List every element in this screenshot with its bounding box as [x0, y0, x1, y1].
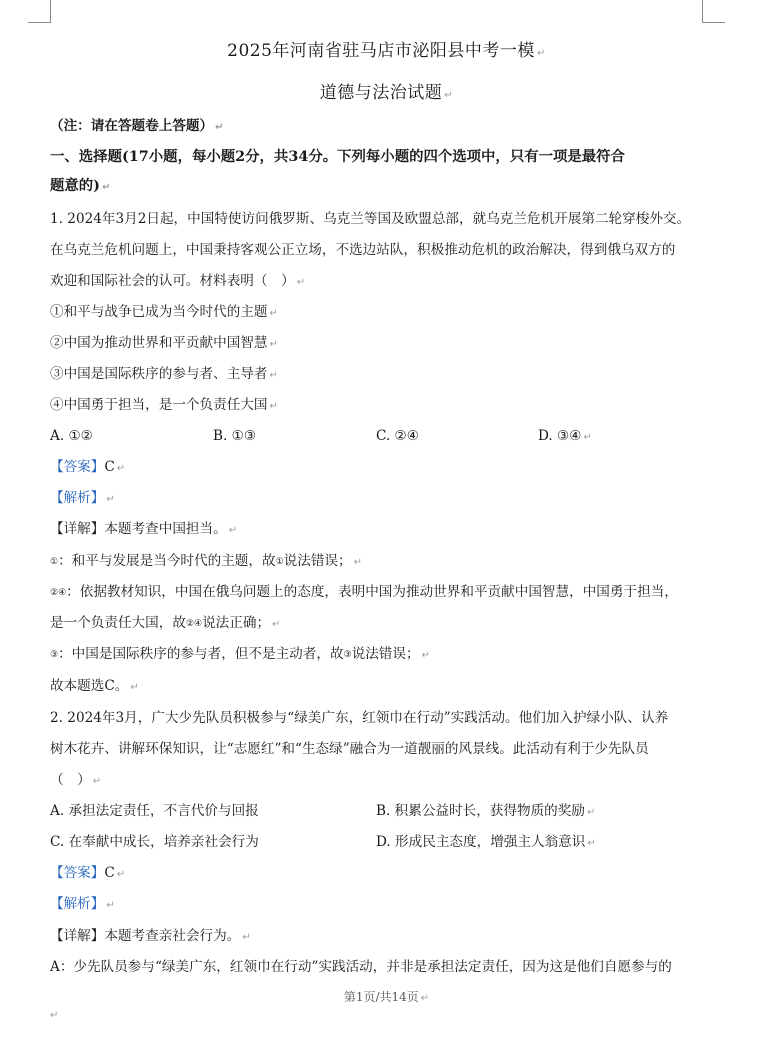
paragraph-mark-icon: ↵: [215, 122, 224, 133]
q1-conclusion: 故本题选C。 ↵: [50, 678, 139, 694]
q1-analysis-label: 【解析】 ↵: [50, 490, 115, 506]
q1-option-c: C. ②④: [376, 428, 419, 444]
q2-stem-line-3: （ ） ↵: [50, 772, 102, 788]
trailing-paragraph: [48, 1004, 58, 1026]
q1-stem-line-2: 在乌克兰危机问题上，中国秉持客观公正立场，不选边站队，积极推动危机的政治解决，得到俄乌双方的: [50, 242, 676, 258]
paragraph-mark-icon: ↵: [242, 932, 251, 943]
q2-stem-line-2: 树木花卉、讲解环保知识，让“志愿红”和“生态绿”融合为一道靓丽的风景线。此活动有利于少先队员: [50, 741, 649, 757]
q2-option-c: C. 在奉献中成长，培养亲社会行为: [50, 834, 259, 850]
q1-explanation-2: ②④：依据教材知识，中国在俄乌问题上的态度，表明中国为推动世界和平贡献中国智慧，中国勇于担当，: [50, 584, 678, 600]
paragraph-mark-icon: ↵: [106, 494, 115, 505]
paragraph-mark-icon: ↵: [586, 807, 596, 818]
q1-explanation-2-cont: 是一个负责任大国，故②④说法正确； ↵: [50, 615, 281, 631]
q2-analysis-label: 【解析】 ↵: [50, 896, 115, 912]
paragraph-mark-icon: ↵: [92, 776, 102, 787]
paragraph-mark-icon: ↵: [296, 277, 306, 288]
paragraph-mark-icon: ↵: [587, 838, 596, 849]
paragraph-mark-icon: ↵: [101, 182, 111, 193]
document-subtitle: 道德与法治试题 ↵: [319, 83, 454, 103]
paragraph-mark-icon: ↵: [583, 432, 592, 443]
q1-statement-1: ①和平与战争已成为当今时代的主题 ↵: [50, 304, 278, 320]
paragraph-mark-icon: ↵: [269, 370, 278, 381]
paragraph-mark-icon: ↵: [353, 557, 363, 568]
q1-stem-line-3: 欢迎和国际社会的认可。材料表明（ ） ↵: [50, 273, 306, 289]
q1-stem-line-1: 1. 2024年3月2日起，中国特使访问俄罗斯、乌克兰等国及欧盟总部，就乌克兰危机开展第二轮穿梭外交。: [50, 211, 691, 227]
q1-statement-4: ④中国勇于担当，是一个负责任大国 ↵: [50, 397, 278, 413]
paragraph-mark-icon: ↵: [272, 619, 281, 630]
q1-statement-3: ③中国是国际秩序的参与者、主导者 ↵: [50, 366, 278, 382]
section-heading-line-1: 一、选择题(17小题，每小题2分，共34分。下列每小题的四个选项中，只有一项是最符合: [50, 148, 625, 165]
corner-crop-mark-top-right: [702, 0, 725, 23]
q1-explanation-1: ①：和平与发展是当今时代的主题，故①说法错误； ↵: [50, 553, 363, 569]
q2-explanation-a: A：少先队员参与“绿美广东，红领巾在行动”实践活动，并非是承担法定责任，因为这是他们自愿参与的: [50, 959, 672, 975]
paragraph-mark-icon: ↵: [269, 308, 278, 319]
paragraph-mark-icon: ↵: [444, 90, 454, 101]
section-heading-line-2: 题意的) ↵: [50, 177, 111, 194]
paragraph-mark-icon: ↵: [130, 682, 139, 693]
q1-option-a: A. ①②: [50, 428, 93, 444]
paragraph-mark-icon: ↵: [50, 1010, 59, 1021]
q1-option-b: B. ①③: [213, 428, 257, 444]
paragraph-mark-icon: ↵: [116, 463, 126, 474]
q2-answer: 【答案】C ↵: [50, 865, 126, 881]
corner-crop-mark-top-left: [28, 0, 51, 23]
q2-stem-line-1: 2. 2024年3月，广大少先队员积极参与“绿美广东，红领巾在行动”实践活动。他们加入护绿小队、认养: [50, 710, 669, 726]
paragraph-mark-icon: ↵: [536, 48, 546, 59]
q1-answer: 【答案】C ↵: [50, 459, 126, 475]
paragraph-mark-icon: ↵: [420, 993, 430, 1004]
paragraph-mark-icon: ↵: [269, 401, 278, 412]
q1-option-d: D. ③④ ↵: [538, 428, 592, 444]
paragraph-mark-icon: ↵: [116, 869, 126, 880]
q1-detail: 【详解】本题考查中国担当。 ↵: [50, 521, 238, 537]
paragraph-mark-icon: ↵: [106, 900, 115, 911]
q1-explanation-3: ③：中国是国际秩序的参与者，但不是主动者，故③说法错误； ↵: [50, 646, 430, 662]
q2-option-a: A. 承担法定责任，不言代价与回报: [50, 803, 259, 819]
exam-note: （注：请在答题卷上答题） ↵: [50, 118, 224, 134]
paragraph-mark-icon: ↵: [269, 339, 278, 350]
q2-option-d: D. 形成民主态度，增强主人翁意识 ↵: [376, 834, 596, 850]
paragraph-mark-icon: ↵: [421, 650, 430, 661]
paragraph-mark-icon: ↵: [228, 525, 238, 536]
q2-option-b: B. 积累公益时长，获得物质的奖励 ↵: [376, 803, 596, 819]
q2-detail: 【详解】本题考查亲社会行为。 ↵: [50, 928, 251, 944]
document-title: 2025年河南省驻马店市泌阳县中考一模 ↵: [227, 41, 546, 61]
page-footer: 第1页/共14页 ↵: [343, 990, 430, 1004]
q1-statement-2: ②中国为推动世界和平贡献中国智慧 ↵: [50, 335, 278, 351]
